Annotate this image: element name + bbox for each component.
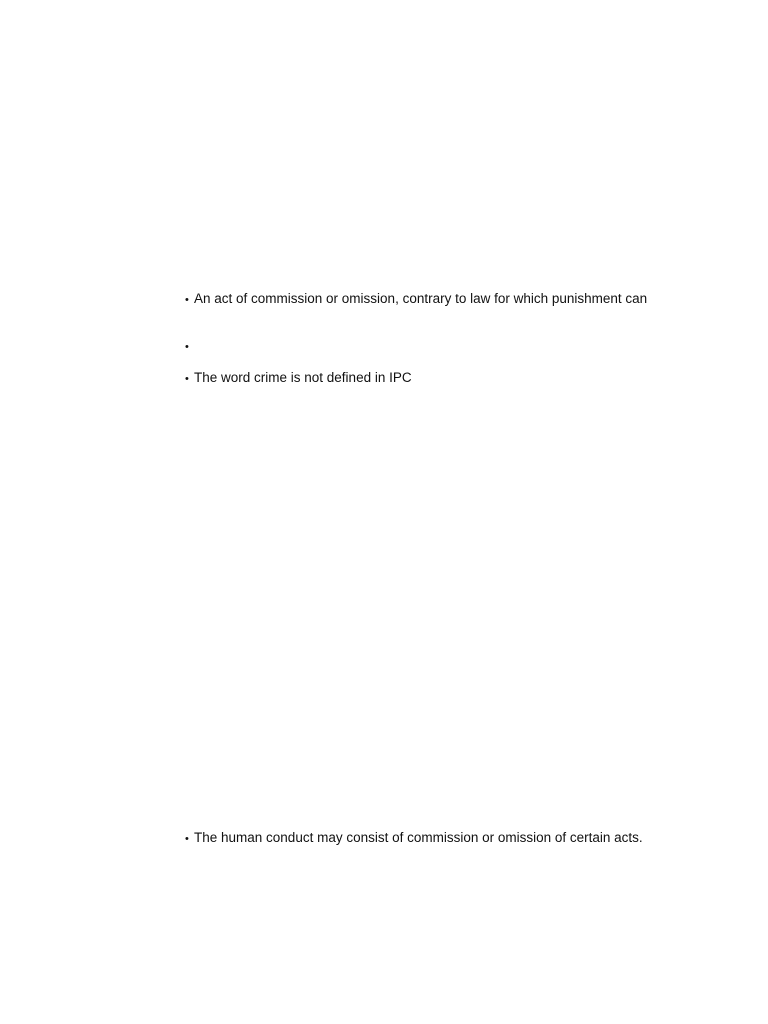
bullet-icon: • — [185, 294, 189, 306]
bullet-icon: • — [185, 373, 189, 385]
bullet-item-act-of-commission — [185, 291, 647, 308]
bullet-item-empty — [185, 339, 194, 355]
bullet-item-human-conduct — [185, 830, 643, 847]
bullet-icon: • — [185, 833, 189, 845]
bullet-text: The human conduct may consist of commission or omission of certain acts. — [194, 830, 643, 845]
bullet-text: The word crime is not defined in IPC — [194, 370, 412, 385]
bullet-item-crime-not-defined — [185, 370, 412, 387]
bullet-icon: • — [185, 341, 189, 353]
bullet-text: An act of commission or omission, contrary to law for which punishment can — [194, 291, 648, 306]
